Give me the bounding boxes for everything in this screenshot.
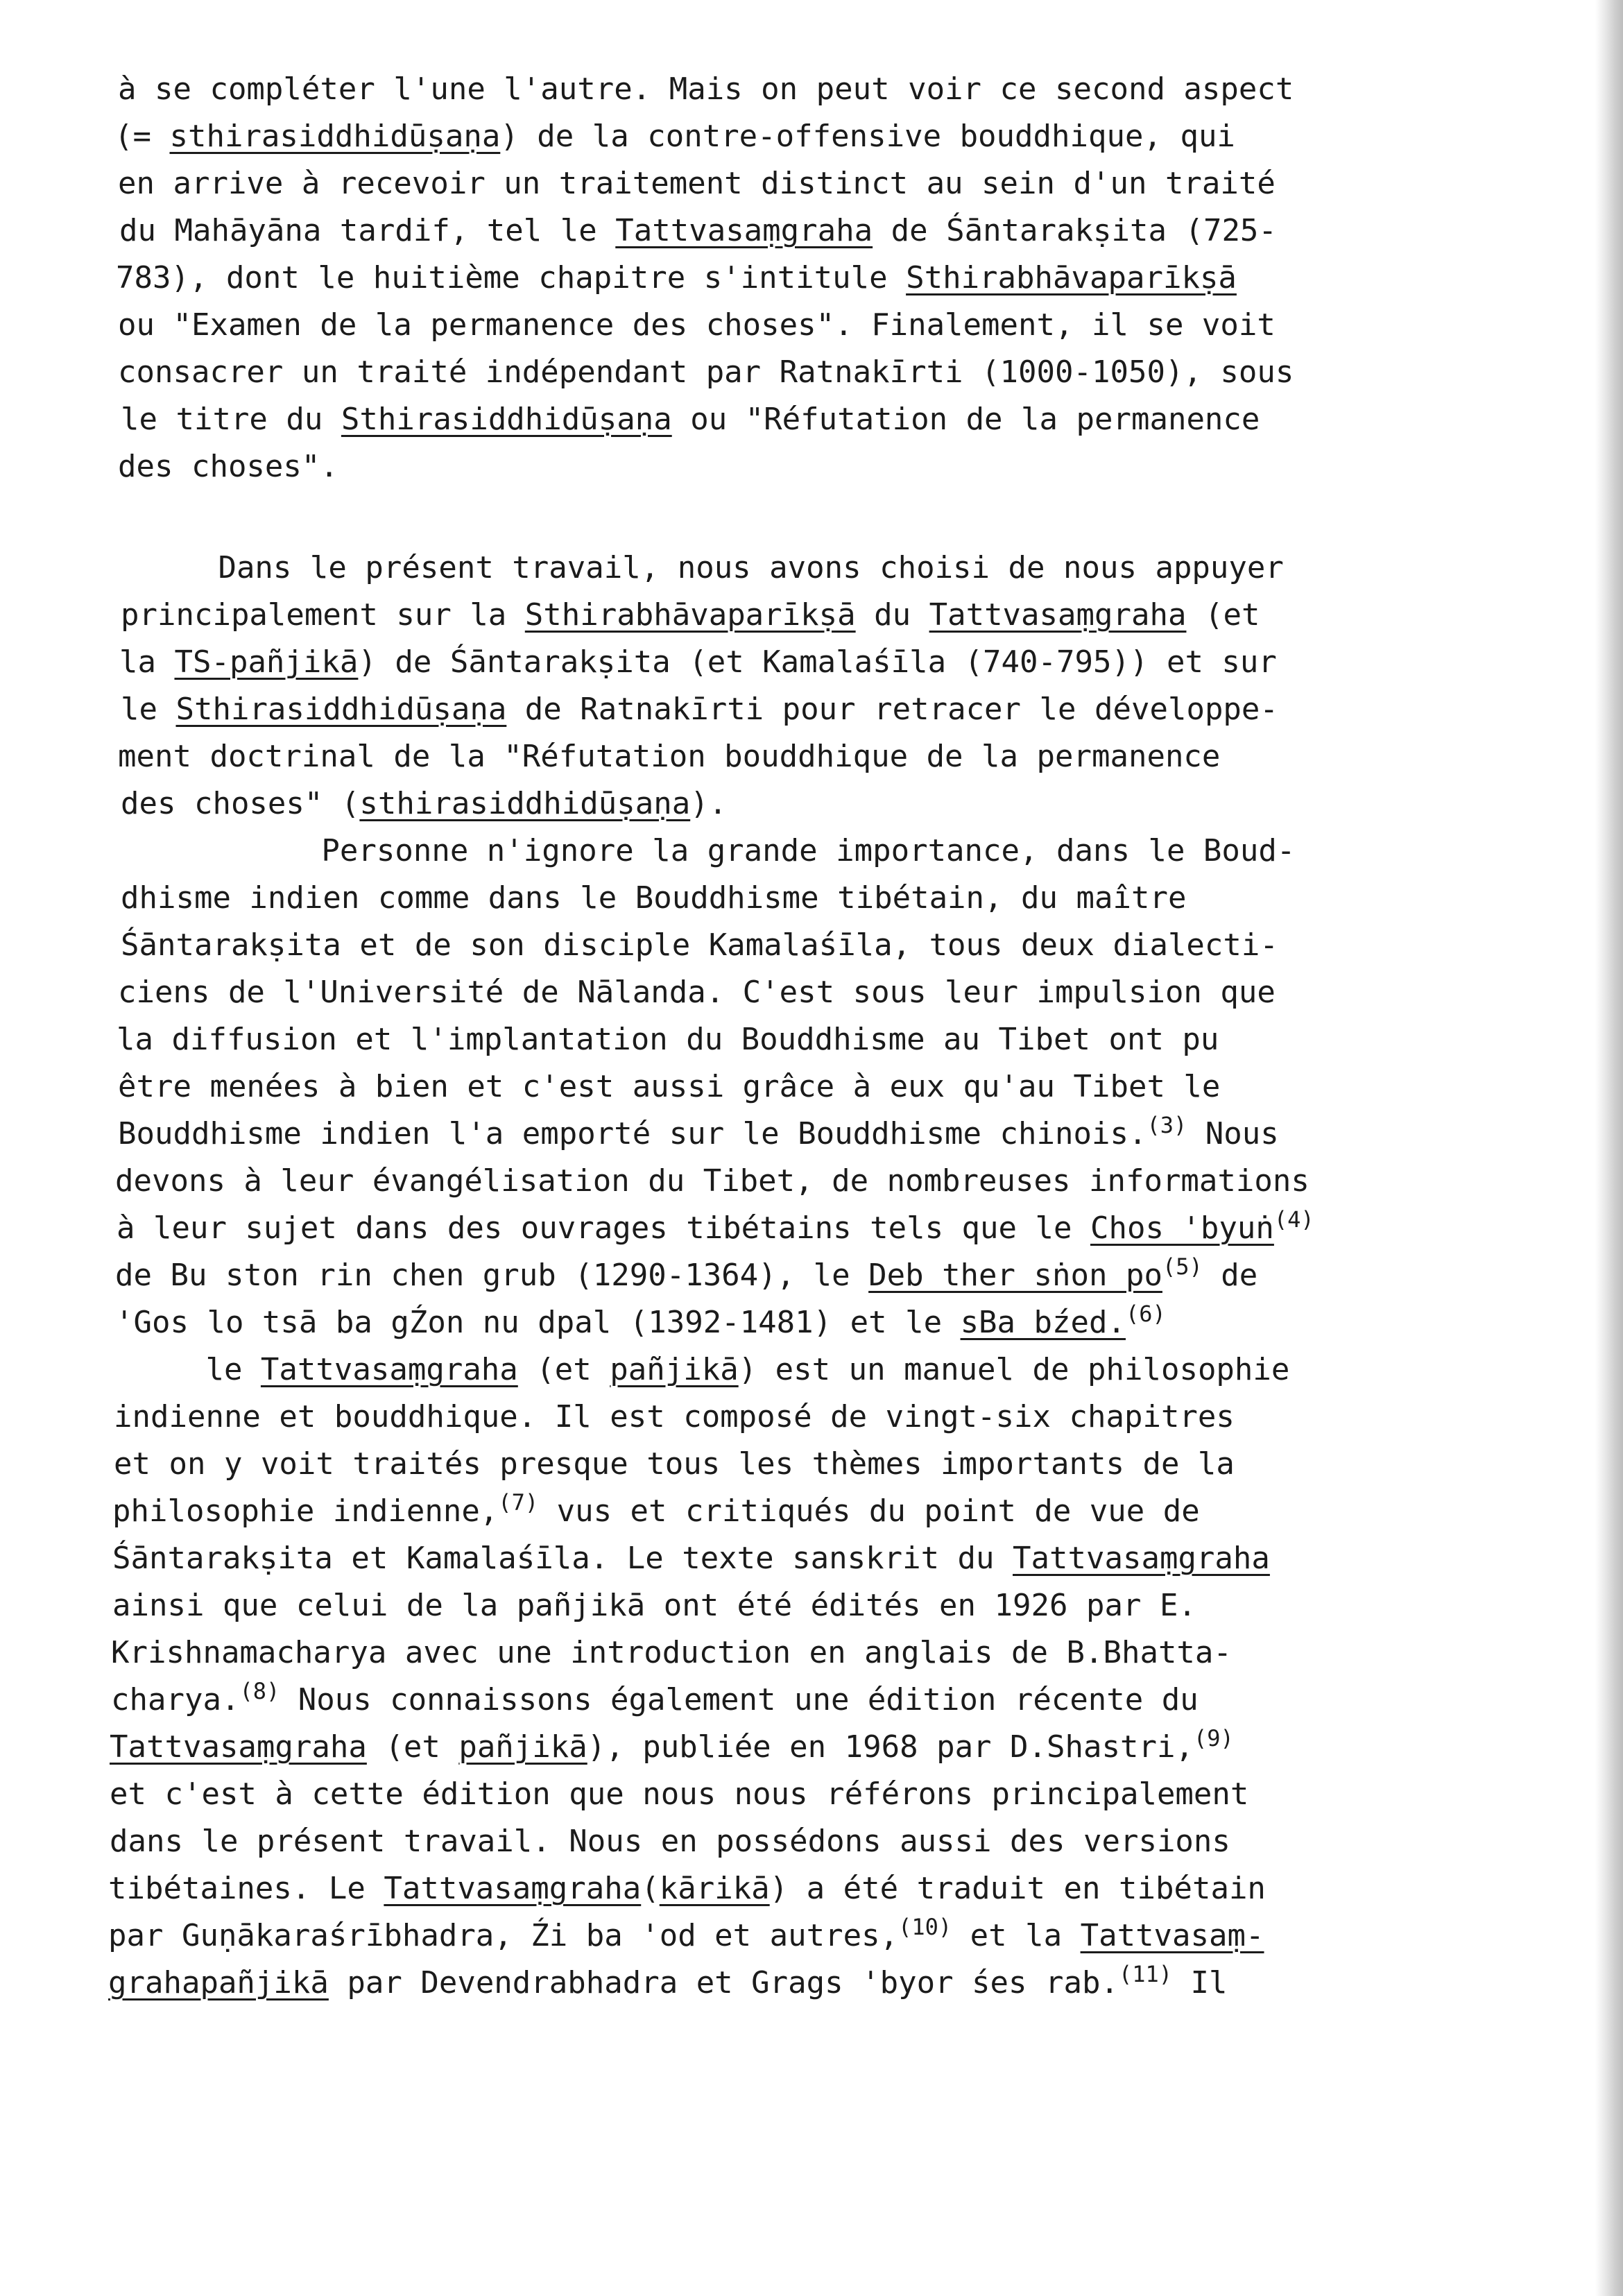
text-run: Śāntarakṣita et de son disciple Kamalaśīla, tous deux dialecti-	[121, 927, 1278, 963]
text-line	[118, 160, 1498, 207]
text-run: du Mahāyāna tardif, tel le	[119, 213, 616, 248]
text-line	[118, 1063, 1498, 1111]
text-run: consacrer un traité indépendant par Ratnakīrti (1000-1050), sous	[118, 354, 1294, 390]
text-run: à se compléter l'une l'autre. Mais on peut voir ce second aspect	[118, 71, 1294, 107]
text-line	[108, 1865, 1498, 1912]
underlined-title: pañjikā	[610, 1352, 739, 1387]
underlined-title: pañjikā	[458, 1729, 587, 1765]
underlined-title: sthirasiddhidūṣaṇa	[169, 119, 501, 154]
text-line	[117, 1205, 1498, 1252]
text-run: de	[1202, 1258, 1258, 1293]
text-run: à leur sujet dans des ouvrages tibétains tels que le	[117, 1210, 1090, 1246]
text-run: 783), dont le huitième chapitre s'intitule	[116, 260, 907, 295]
text-line	[121, 922, 1498, 969]
text-run: et on y voit traités presque tous les thèmes importants de la	[114, 1446, 1235, 1482]
text-line	[111, 1629, 1498, 1677]
binding-shadow	[1595, 0, 1623, 2296]
text-run: le	[114, 1352, 261, 1387]
text-line	[118, 66, 1498, 113]
text-run: ) a été traduit en tibétain	[769, 1871, 1266, 1906]
text-run: (et	[1186, 597, 1260, 633]
text-line	[114, 1346, 1498, 1394]
text-run: Dans le présent travail, nous avons choisi de nous appuyer	[126, 550, 1284, 585]
underlined-title: sBa bźed	[960, 1305, 1108, 1340]
body-text	[108, 66, 1498, 2007]
text-run: et la	[952, 1918, 1081, 1953]
text-line	[115, 1252, 1498, 1299]
text-line	[117, 1016, 1498, 1063]
text-run: Krishnamacharya avec une introduction en anglais de B.Bhatta-	[111, 1635, 1232, 1670]
paragraph-gap	[118, 490, 1498, 545]
underlined-title: .	[1107, 1305, 1126, 1340]
text-run: Nous	[1187, 1116, 1279, 1151]
text-run: ou "Examen de la permanence des choses". Finalement, il se voit	[118, 307, 1276, 343]
text-run: charya.	[111, 1682, 240, 1717]
text-run: ).	[690, 786, 728, 821]
underlined-title: Tattvasaṃgraha	[615, 213, 873, 248]
text-line	[118, 443, 1498, 490]
text-run: ciens de l'Université de Nālanda. C'est sous leur impulsion que	[118, 975, 1276, 1010]
text-run: et c'est à cette édition que nous nous référons principalement	[110, 1776, 1249, 1812]
text-run: ou "Réfutation de la permanence	[671, 402, 1260, 437]
text-line	[108, 1912, 1498, 1960]
text-line	[126, 545, 1498, 592]
text-line	[116, 255, 1498, 302]
text-line	[118, 969, 1498, 1016]
text-run: ) est un manuel de philosophie	[738, 1352, 1290, 1387]
text-run: être menées à bien et c'est aussi grâce à eux qu'au Tibet le	[118, 1069, 1221, 1104]
footnote-ref: (8)	[239, 1678, 280, 1704]
text-line	[115, 1299, 1498, 1346]
text-run: indienne et bouddhique. Il est composé de vingt-six chapitres	[114, 1399, 1235, 1434]
text-line	[121, 780, 1498, 828]
text-line	[112, 1582, 1498, 1629]
text-run: ), publiée en 1968 par D.Shastri,	[587, 1729, 1194, 1765]
text-run: principalement sur la	[121, 597, 525, 633]
text-line	[119, 639, 1498, 686]
footnote-ref: (9)	[1193, 1725, 1234, 1751]
text-run: la	[119, 644, 175, 680]
text-run: (	[641, 1871, 660, 1906]
text-line	[119, 207, 1498, 255]
text-run: Bouddhisme indien l'a emporté sur le Bouddhisme chinois.	[118, 1116, 1147, 1151]
underlined-title: Tattvasaṃgraha	[929, 597, 1187, 633]
text-line	[114, 1394, 1498, 1441]
underlined-title: Tattvasaṃgraha	[1013, 1541, 1270, 1576]
underlined-title: Sthirabhāvaparīkṣā	[524, 597, 856, 633]
text-run: (=	[114, 119, 170, 154]
text-line	[118, 1111, 1498, 1158]
text-line	[112, 1488, 1498, 1535]
footnote-ref: (11)	[1118, 1961, 1173, 1987]
underlined-title: Deb ther sṅon po	[868, 1258, 1162, 1293]
footnote-ref: (3)	[1147, 1112, 1187, 1138]
underlined-title: Tattvasaṃgraha	[384, 1871, 642, 1906]
underlined-title: Chos 'byuṅ	[1090, 1210, 1274, 1246]
text-line	[110, 1771, 1498, 1818]
text-run: ) de Śāntarakṣita (et Kamalaśīla (740-795)) et sur	[358, 644, 1277, 680]
text-run: de Bu ston rin chen grub (1290-1364), le	[115, 1258, 869, 1293]
text-run: dans le présent travail. Nous en possédons aussi des versions	[110, 1824, 1230, 1859]
text-run: (et	[517, 1352, 610, 1387]
text-line	[111, 1677, 1498, 1724]
footnote-ref: (7)	[498, 1489, 539, 1516]
text-run: du	[855, 597, 929, 633]
underlined-title: Sthirasiddhidūṣaṇa	[175, 692, 507, 727]
underlined-title: Sthirasiddhidūṣaṇa	[341, 402, 672, 437]
text-run: en arrive à recevoir un traitement distinct au sein d'un traité	[118, 166, 1276, 201]
text-line	[119, 828, 1498, 875]
text-run: 'Gos lo tsā ba gŹon nu dpal (1392-1481) et le	[115, 1305, 961, 1340]
underlined-title: grahapañjikā	[108, 1965, 329, 2001]
text-run: tibétaines. Le	[108, 1871, 384, 1906]
underlined-title: Tattvasaṃ-	[1080, 1918, 1264, 1953]
text-line	[110, 1818, 1498, 1865]
text-run: philosophie indienne,	[112, 1493, 499, 1529]
text-run: Nous connaissons également une édition récente du	[280, 1682, 1199, 1717]
text-run: de Śāntarakṣita (725-	[873, 213, 1277, 248]
text-line	[118, 349, 1498, 396]
text-run: Śāntarakṣita et Kamalaśīla. Le texte sanskrit du	[112, 1541, 1013, 1576]
text-run: par Guṇākaraśrībhadra, Źi ba 'od et autres,	[108, 1918, 899, 1953]
underlined-title: Sthirabhāvaparīkṣā	[906, 260, 1237, 295]
text-run: ) de la contre-offensive bouddhique, qui	[500, 119, 1235, 154]
underlined-title: Tattvasaṃgraha	[260, 1352, 518, 1387]
text-run: des choses".	[118, 449, 338, 484]
text-run: des choses" (	[121, 786, 360, 821]
text-run: vus et critiqués du point de vue de	[538, 1493, 1200, 1529]
text-line	[118, 302, 1498, 349]
text-line	[115, 1158, 1498, 1205]
text-line	[121, 686, 1498, 733]
underlined-title: kārikā	[659, 1871, 770, 1906]
text-run: le titre du	[121, 402, 341, 437]
text-run: (et	[366, 1729, 459, 1765]
text-run: par Devendrabhadra et Grags 'byor śes rab.	[328, 1965, 1119, 2001]
underlined-title: sthirasiddhidūṣaṇa	[359, 786, 691, 821]
text-line	[112, 1535, 1498, 1582]
text-line	[114, 113, 1498, 160]
text-line	[121, 592, 1498, 639]
footnote-ref: (10)	[898, 1914, 952, 1940]
underlined-title: TS-pañjikā	[174, 644, 359, 680]
text-run: le	[121, 692, 176, 727]
text-line	[108, 1960, 1498, 2007]
footnote-ref: (4)	[1273, 1206, 1314, 1233]
text-run: dhisme indien comme dans le Bouddhisme tibétain, du maître	[121, 880, 1187, 916]
text-run: ainsi que celui de la pañjikā ont été édités en 1926 par E.	[112, 1588, 1196, 1623]
text-run: devons à leur évangélisation du Tibet, de nombreuses informations	[115, 1163, 1309, 1199]
text-run: la diffusion et l'implantation du Bouddhisme au Tibet ont pu	[117, 1022, 1219, 1057]
underlined-title: Tattvasaṃgraha	[110, 1729, 367, 1765]
text-run: ment doctrinal de la "Réfutation bouddhique de la permanence	[118, 739, 1221, 774]
text-run: de Ratnakīrti pour retracer le développe-	[506, 692, 1278, 727]
text-line	[110, 1724, 1498, 1771]
text-line	[121, 875, 1498, 922]
text-line	[114, 1441, 1498, 1488]
text-run: Personne n'ignore la grande importance, dans le Boud-	[119, 833, 1296, 868]
text-line	[121, 396, 1498, 443]
footnote-ref: (6)	[1125, 1301, 1166, 1327]
footnote-ref: (5)	[1162, 1253, 1203, 1280]
text-line	[118, 733, 1498, 780]
text-run: Il	[1172, 1965, 1228, 2001]
